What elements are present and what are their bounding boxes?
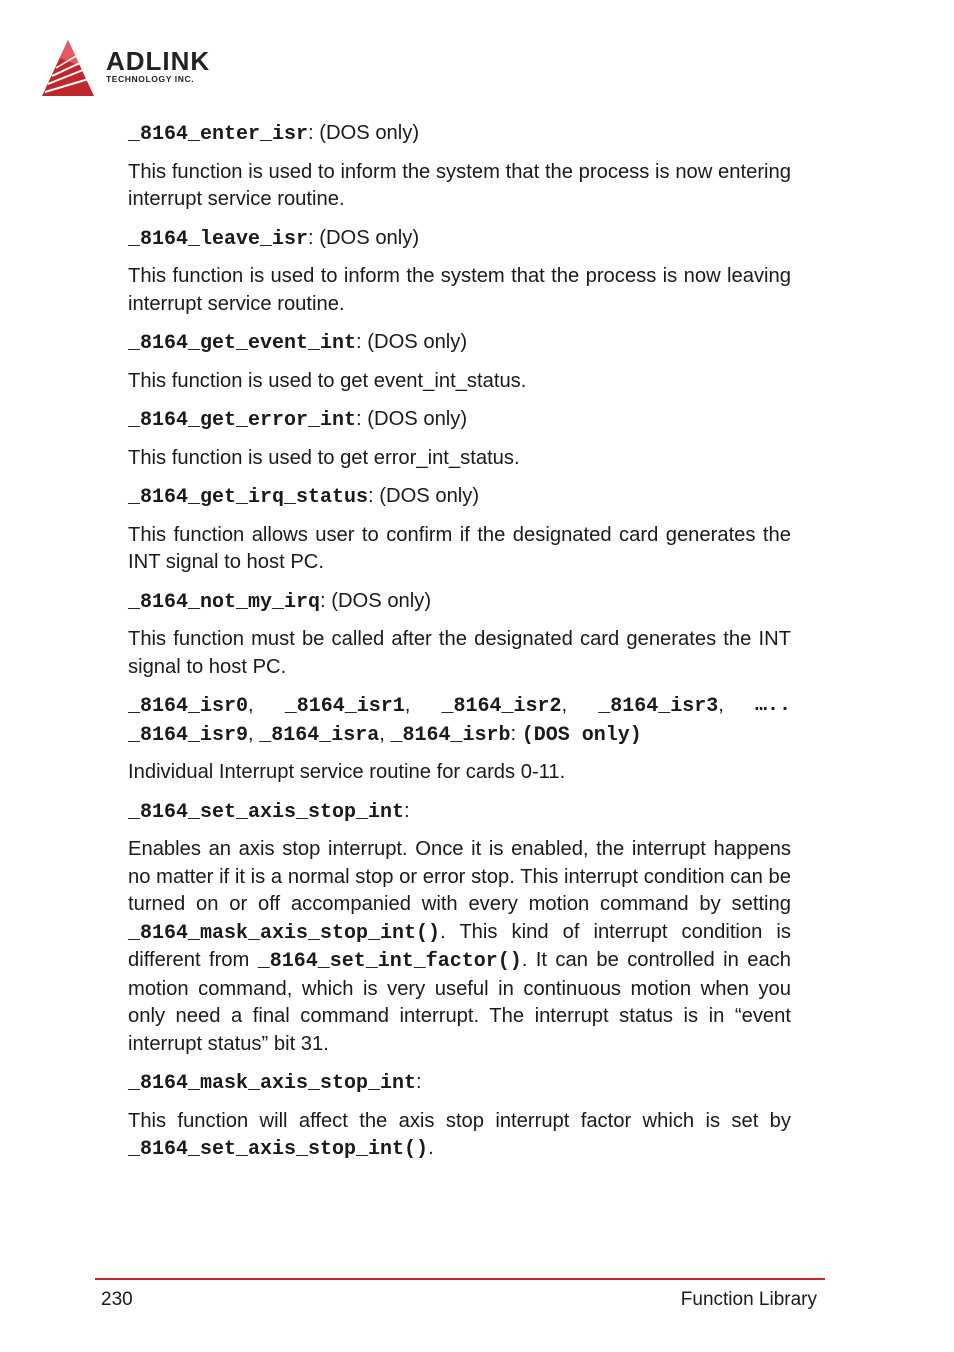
ellipsis: ….. [754, 694, 791, 717]
function-heading [128, 483, 791, 512]
function-name: _8164_get_event_int [128, 332, 357, 355]
function-description: This function is used to inform the system that the process is now entering interrupt service routine. [128, 160, 791, 210]
function-name: _8164_get_error_int [128, 409, 357, 432]
function-name: _8164_isr1 [284, 695, 405, 718]
logo-name: ADLINK [106, 46, 211, 76]
function-heading [128, 798, 791, 827]
function-note: (DOS only) [521, 723, 642, 747]
code-reference: _8164_set_int_factor() [257, 950, 522, 973]
isr-heading [128, 692, 791, 749]
separator: , [561, 694, 568, 716]
function-note: : (DOS only) [308, 122, 420, 144]
page-number: 230 [101, 1289, 133, 1310]
function-name: _8164_isrb [390, 723, 511, 747]
function-name: _8164_mask_axis_stop_int [128, 1072, 417, 1095]
isr-line-1 [128, 692, 791, 721]
separator: , [248, 694, 254, 716]
footer-divider [95, 1278, 825, 1280]
function-description: This function allows user to confirm if the designated card generates the INT signal to host PC. [128, 523, 791, 573]
function-description [128, 836, 791, 1058]
description-text: . [428, 1137, 434, 1159]
function-heading [128, 588, 791, 617]
function-name: _8164_leave_isr [128, 227, 309, 251]
logo-subtitle: TECHNOLOGY INC. [106, 74, 195, 84]
function-heading [128, 1069, 791, 1098]
function-name: _8164_isr0 [128, 695, 249, 718]
function-note: : (DOS only) [356, 331, 468, 353]
function-name: _8164_isr9 [128, 723, 249, 747]
function-description [128, 1108, 791, 1164]
separator: : [510, 722, 517, 745]
function-name: _8164_get_irq_status [128, 486, 369, 509]
isr-line-2 [128, 721, 791, 750]
adlink-logo [42, 38, 242, 100]
function-description: This function must be called after the designated card generates the INT signal to host PC. [128, 628, 791, 678]
separator: , [379, 722, 385, 745]
description-text: . It can be controlled in each motion command, which is very useful in continuous motion when you only need a final command interrupt. The interrupt status is in “event interrupt status” bit 31. [128, 949, 791, 1055]
function-description: Individual Interrupt service routine for cards 0-11. [128, 761, 566, 783]
function-heading [128, 120, 791, 149]
footer-section-title: Function Library [680, 1289, 817, 1310]
function-heading [128, 329, 791, 358]
function-note: : (DOS only) [368, 485, 480, 507]
function-heading [128, 406, 791, 435]
code-reference: _8164_set_axis_stop_int() [128, 1138, 429, 1161]
function-heading [128, 225, 791, 254]
function-name: _8164_set_axis_stop_int [128, 800, 405, 824]
function-name: _8164_isr2 [441, 695, 562, 718]
function-note: : (DOS only) [356, 408, 468, 430]
function-name: _8164_isra [259, 723, 380, 747]
description-text: This function will affect the axis stop interrupt factor which is set by [128, 1109, 791, 1132]
separator: , [404, 694, 411, 716]
function-name: _8164_not_my_irq [128, 590, 321, 614]
separator: , [718, 694, 724, 716]
function-name: _8164_isr3 [598, 695, 719, 718]
adlink-triangle-icon [42, 38, 104, 98]
function-note: : (DOS only) [320, 589, 432, 612]
separator: : [416, 1071, 422, 1093]
main-content [128, 120, 791, 1175]
code-reference: _8164_mask_axis_stop_int() [128, 921, 441, 945]
function-description: This function is used to get error_int_status. [128, 446, 520, 469]
description-text: Enables an axis stop interrupt. Once it is enabled, the interrupt happens no matter if it is a normal stop or error stop. This interrupt condition can be turned on or off accompanied with every motion command by setting [128, 838, 791, 915]
separator: : [404, 799, 410, 822]
function-description: This function is used to inform the system that the process is now leaving interrupt service routine. [128, 265, 791, 315]
function-name: _8164_enter_isr [128, 123, 309, 146]
description-text: . This kind of interrupt condition is different from [128, 920, 791, 971]
separator: , [248, 722, 254, 745]
function-description: This function is used to get event_int_status. [128, 369, 527, 392]
function-note: : (DOS only) [308, 226, 420, 249]
